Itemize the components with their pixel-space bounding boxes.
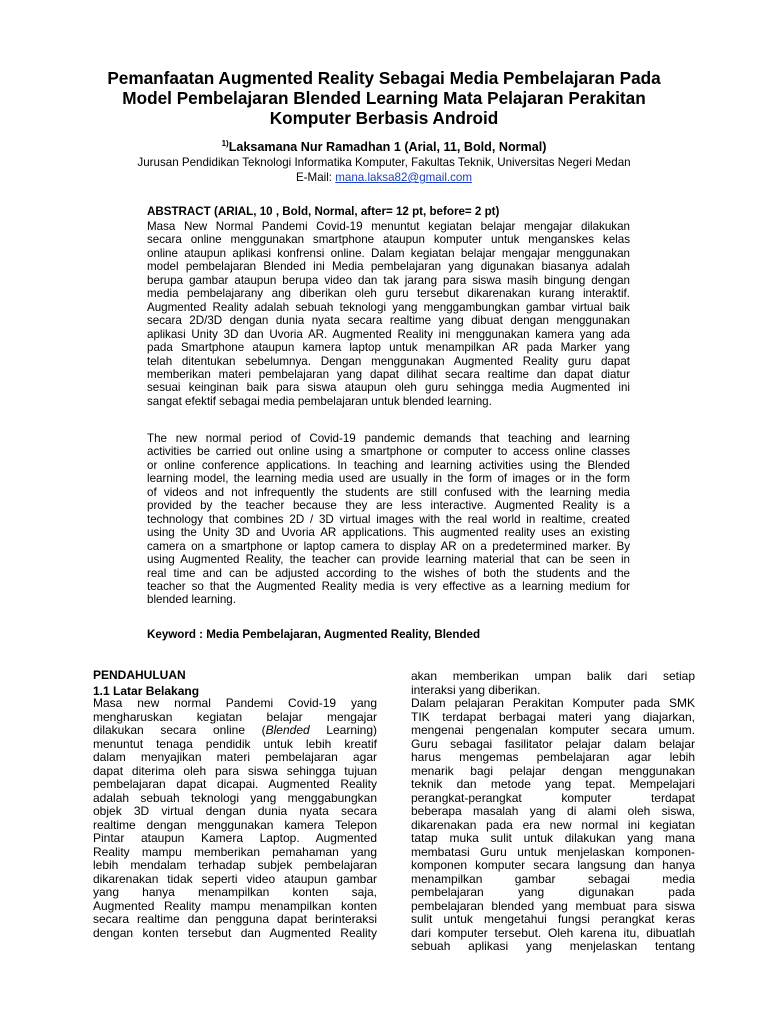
author-affiliation: Jurusan Pendidikan Teknologi Informatika Komputer, Fakultas Teknik, Universitas Negeri Medan [137, 156, 631, 169]
text-line: pembelajaran blended yang membuat para siswa [411, 898, 695, 913]
text-line: memberikan materi pembelajaran yang dapat dilihat secara realtime dan dapat diatur [147, 367, 630, 381]
title-line: Model Pembelajaran Blended Learning Mata Pelajaran Perakitan [122, 88, 646, 108]
text-line: Dalam pelajaran Perakitan Komputer pada SMK [411, 696, 695, 710]
author-line [0, 139, 768, 155]
text-line: yang hanya menampilkan konten saja, [93, 885, 377, 899]
text-line: objek 3D virtual dengan dunia nyata secara [93, 804, 377, 818]
text-line: komponen komputer secara langsung dan hanya [411, 858, 695, 872]
text-line: model pembelajaran Blended ini Media pembelajaran yang digunakan biasanya adalah [147, 260, 630, 274]
text-line: online ataupun aplikasi konfrensi online. Dalam kegiatan belajar mengajar menggunakan [147, 246, 630, 260]
text-line: harus mengemas pembelajaran agar lebih [411, 750, 695, 764]
text-line: Reality mampu memberikan pemahaman yang [93, 844, 377, 859]
text-line: teacher so that the Augmented Reality media is very effective as a learning medium for [147, 579, 630, 593]
text-line: menampilkan gambar sebagai media [411, 871, 695, 886]
right-column [411, 670, 695, 954]
text-line: using the Unity 3D and Uvoria AR applications. This augmented reality uses an existing [147, 526, 630, 540]
text-line: media pembelajarany ang diberikan oleh guru tersebut dikarenakan kurang interaktif. [147, 287, 630, 301]
text-line: Pintar ataupun Kamera Laptop. Augmented [93, 831, 377, 845]
text-line: telah ditentukan sebelumnya. Dengan menggunakan Augmented Reality guru dapat [147, 354, 630, 368]
title-line: Pemanfaatan Augmented Reality Sebagai Media Pembelajaran Pada [107, 68, 661, 88]
text-line: aplikasi Unity 3D dan Uvoria AR. Augmented Reality ini menggunakan kamera yang ada [147, 327, 630, 341]
title-line: Komputer Berbasis Android [269, 108, 499, 128]
text-line: secara realtime dan pengguna dapat berinteraksi [93, 912, 377, 926]
text-line: Masa new normal Pandemi Covid-19 yang [93, 696, 377, 710]
subsection-heading: 1.1 Latar Belakang [93, 684, 200, 698]
text-line: perangkat-perangkat komputer terdapat [411, 790, 695, 805]
text-line: akan memberikan umpan balik dari setiap [411, 669, 695, 683]
text-line: Masa New Normal Pandemi Covid-19 menuntut kegiatan belajar mengajar dilakukan [147, 220, 630, 233]
text-line: Augmented Reality mampu menampilkan konten [93, 898, 377, 913]
italic-term: Blended [265, 723, 310, 737]
text-line: using Augmented Reality, the teacher can provide learning material that can be seen in [147, 553, 630, 567]
text-segment: dilakukan secara online ( [93, 723, 266, 737]
text-line: TIK terdapat berbagai materi yang diajarkan, [411, 709, 695, 724]
text-line: realtime dengan menggunakan kamera Telepon [93, 817, 377, 832]
text-segment: Learning) [309, 723, 377, 737]
text-line: dapat diterima oleh para siswa sehingga tujuan [93, 763, 377, 778]
abstract-indonesian [147, 220, 630, 408]
abstract-english [147, 432, 630, 607]
text-line: pada Smartphone ataupun kamera laptop untuk menampilkan AR pada Marker yang [147, 341, 630, 355]
text-line [93, 724, 377, 738]
text-line: Augmented Reality adalah sebuah teknologi yang menggambungkan gambar virtual baik [147, 300, 630, 314]
text-line: sesuai keinginan baik para siswa ataupun oleh guru sehingga media Augmented ini [147, 381, 630, 395]
keywords: Keyword : Media Pembelajaran, Augmented Reality, Blended [147, 628, 481, 641]
abstract-heading: ABSTRACT (ARIAL, 10 , Bold, Normal, after= 12 pt, before= 2 pt) [147, 205, 500, 218]
text-line: pembelajaran yang digunakan pada [411, 885, 695, 899]
text-line: mengenai pengenalan komputer secara umum. [411, 723, 695, 737]
text-line: interaksi yang diberikan. [411, 682, 541, 697]
text-line: sangat efektif sebagai media pembelajaran untuk blended learning. [147, 394, 492, 408]
author-superscript: 1) [221, 138, 229, 148]
email-label: E-Mail: [295, 171, 336, 184]
text-line: sulit untuk mengetahui fungsi perangkat keras [411, 912, 695, 926]
text-line: real time and can be adjusted according to the wishes of both the students and the [147, 566, 630, 580]
author-name: Laksamana Nur Ramadhan 1 (Arial, 11, Bold, Normal) [228, 140, 547, 154]
paper-title [100, 68, 668, 128]
text-line: lebih mendalam terhadap subjek pembelajaran [93, 858, 377, 872]
text-line: or online conference applications. In teaching and learning activities using the Blended [147, 458, 630, 472]
text-line: adalah sebuah teknologi yang menggabungkan [93, 790, 377, 805]
text-line: pembelajaran dapat dicapai. Augmented Reality [93, 777, 377, 791]
text-line: activities be carried out online using a smartphone or computer to access online classes [147, 445, 630, 459]
section-heading: PENDAHULUAN [93, 668, 186, 682]
text-line: beberapa masalah yang di alami oleh siswa, [411, 804, 695, 818]
text-line: menarik bagi pelajar dengan menggunakan [411, 763, 695, 778]
text-line: blended learning. [147, 593, 236, 607]
text-line: secara online menggunakan smartphone ataupun komputer untuk menganskes kelas [147, 233, 630, 247]
text-line: secara 2D/3D dengan dunia nyata secara realtime yang dibuat dengan menggunakan [147, 314, 630, 328]
text-line: The new normal period of Covid-19 pandemic demands that teaching and learning [147, 432, 630, 445]
text-line: provided by the teacher because they are less interactive. Augmented Reality is a [147, 499, 630, 513]
text-line: sebuah aplikasi yang menjelaskan tentang [411, 939, 695, 953]
text-line: teknik dan metode yang tepat. Mempelajari [411, 777, 695, 791]
text-line: dengan konten tersebut dan Augmented Reality [93, 925, 377, 940]
text-line: menuntut tenaga pendidik untuk lebih kreatif [93, 736, 377, 751]
text-line: tatap muka sulit untuk dilakukan yang mana [411, 831, 695, 845]
text-line: camera on a smartphone or laptop camera to display AR on a predetermined marker. By [147, 539, 630, 553]
text-line: mengharuskan kegiatan belajar mengajar [93, 709, 377, 724]
text-line: technology that combines 2D / 3D virtual images with the real world in realtime, created [147, 512, 630, 526]
text-line: Guru sebagai fasilitator pelajar dalam belajar [411, 736, 695, 751]
text-line: berupa gambar ataupun berupa video dan tak jarang para siswa masih bingung dengan [147, 273, 630, 287]
text-line: of videos and not infrequently the students are still confused with the learning media [147, 485, 630, 499]
text-line: dari komputer tersebut. Oleh karena itu, dibuatlah [411, 925, 695, 940]
email-link[interactable]: mana.laksa82@gmail.com [335, 171, 473, 184]
text-line: dikarenakan pada era new normal ini kegiatan [411, 817, 695, 832]
text-line: learning model, the learning media used are usually in the form of images or in the form [147, 472, 630, 486]
left-column [93, 697, 377, 940]
author-email-line [0, 170, 768, 185]
text-line: membatasi Guru untuk menjelaskan komponen- [411, 844, 695, 859]
text-line: dikarenakan tidak seperti video ataupun gambar [93, 871, 377, 886]
text-line: dalam menyajikan materi pembelajaran agar [93, 750, 377, 764]
